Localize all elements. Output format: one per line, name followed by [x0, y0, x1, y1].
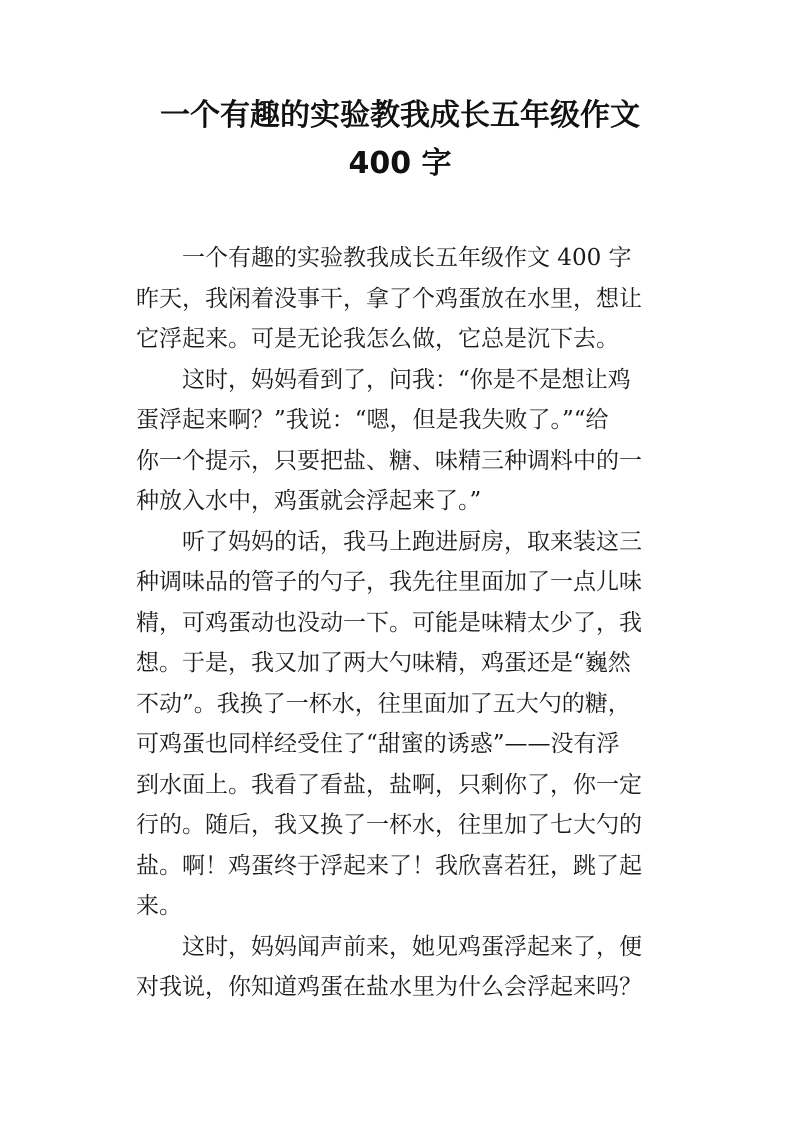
body-line: 到水面上。我看了看盐，盐啊，只剩你了，你一定: [136, 771, 642, 798]
body-line: 想。于是，我又加了两大勺味精，鸡蛋还是“巍然: [136, 650, 631, 676]
body-line: 它浮起来。可是无论我怎么做，它总是沉下去。: [136, 326, 619, 352]
body-line: 种放入水中，鸡蛋就会浮起来了。”: [136, 488, 482, 514]
body-line: 这时，妈妈闻声前来，她见鸡蛋浮起来了，便: [182, 933, 642, 960]
body-line: 蛋浮起来啊？”我说：“嗯，但是我失败了。”“给: [136, 407, 609, 433]
title-line-2: 400 字: [348, 146, 452, 181]
document-title: [100, 92, 700, 188]
body-line: 这时，妈妈看到了，问我：“你是不是想让鸡: [182, 366, 631, 393]
body-line: 不动”。我换了一杯水，往里面加了五大勺的糖，: [136, 690, 631, 717]
body-line: 种调味品的管子的勺子，我先往里面加了一点儿味: [136, 569, 642, 595]
body-line: 一个有趣的实验教我成长五年级作文 400 字: [182, 245, 632, 271]
body-line: 听了妈妈的话，我马上跑进厨房，取来装这三: [182, 528, 642, 555]
title-line-1: 一个有趣的实验教我成长五年级作文: [160, 98, 640, 133]
body-line: 盐。啊！鸡蛋终于浮起来了！我欣喜若狂，跳了起: [136, 852, 642, 879]
body-line: 对我说，你知道鸡蛋在盐水里为什么会浮起来吗？: [136, 974, 642, 1000]
body-line: 来。: [136, 893, 182, 919]
body-line: 昨天，我闲着没事干，拿了个鸡蛋放在水里，想让: [136, 285, 642, 312]
body-line: 可鸡蛋也同样经受住了“甜蜜的诱惑”——没有浮: [136, 731, 620, 757]
body-line: 精，可鸡蛋动也没动一下。可能是味精太少了，我: [136, 609, 642, 636]
body-line: 你一个提示，只要把盐、糖、味精三种调料中的一: [136, 447, 642, 474]
document-body: [136, 238, 676, 1008]
body-line: 行的。随后，我又换了一杯水，往里加了七大勺的: [136, 812, 642, 838]
